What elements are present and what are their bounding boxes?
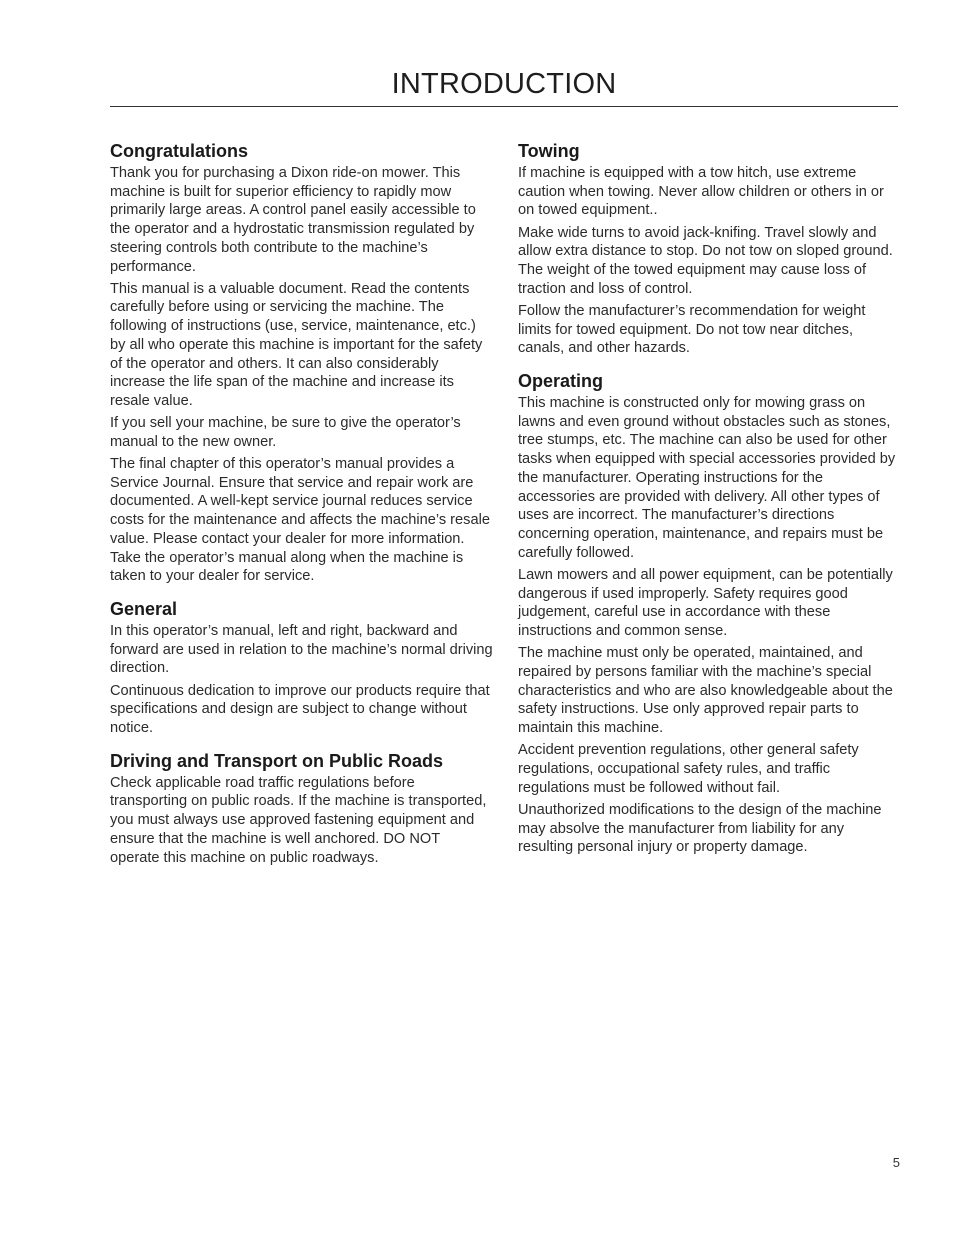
paragraph: Make wide turns to avoid jack-knifing. Travel slowly and allow extra distance to stop. Do not tow on sloped ground. The weight of the towed equipment may cause loss of traction and loss of control. (518, 224, 893, 297)
paragraph: The final chapter of this operator’s manual provides a Service Journal. Ensure that service and repair work are documented. A well-kept service journal reduces service costs for the maintenance and affects the machine’s resale value. Please contact your dealer for more information. Take the operator’s manual along when the machine is taken to your dealer for service. (110, 456, 490, 585)
left-column (110, 140, 493, 879)
paragraph: Unauthorized modifications to the design of the machine may absolve the manufacturer from liability for any resulting personal injury or property damage. (518, 801, 882, 856)
paragraph: Thank you for purchasing a Dixon ride-on mower. This machine is built for superior efficiency to rapidly mow primarily large areas. A control panel easily accessible to the operator and a hydrostatic transmission regulated by steering controls both contribute to the machine’s performance. (110, 165, 476, 275)
paragraph: Lawn mowers and all power equipment, can be potentially dangerous if used improperly. Safety requires good judgement, careful use in accordance with these instructions and common sense. (518, 566, 893, 639)
section-heading: Driving and Transport on Public Roads (110, 750, 444, 771)
paragraph: If you sell your machine, be sure to give the operator’s manual to the new owner. (110, 415, 461, 450)
paragraph: Accident prevention regulations, other general safety regulations, occupational safety rules, and traffic regulations must be followed without fail. (518, 742, 859, 796)
title-divider (110, 106, 898, 107)
section-heading: Congratulations (110, 141, 248, 161)
paragraph: Follow the manufacturer’s recommendation for weight limits for towed equipment. Do not tow near ditches, canals, and other hazards. (518, 302, 866, 357)
paragraph: In this operator’s manual, left and right, backward and forward are used in relation to the machine’s normal driving direction. (110, 622, 493, 677)
section-general (110, 598, 493, 738)
section-congratulations (110, 140, 493, 586)
section-operating (518, 370, 900, 857)
paragraph: If machine is equipped with a tow hitch, use extreme caution when towing. Never allow children or others in or on towed equipment.. (518, 165, 884, 219)
section-heading: Operating (518, 371, 604, 392)
paragraph: The machine must only be operated, maintained, and repaired by persons familiar with the machine’s special characteristics and who are also knowledgeable about the safety instructions. Use only approved repair parts to maintain this machine. (518, 645, 893, 736)
section-driving-transport (110, 750, 493, 868)
section-heading: Towing (518, 141, 580, 161)
right-column (518, 140, 900, 869)
section-heading: General (110, 598, 178, 619)
paragraph: This machine is constructed only for mowing grass on lawns and even ground without obstacles such as stones, tree stumps, etc. The machine can also be used for other tasks when equipped with special accessories provided by the manufacturer. Operating instructions for the accessories are provided with delivery. All other types of uses are incorrect. The manufacturer’s directions concerning operation, maintenance, and repairs must be carefully followed. (518, 395, 896, 561)
paragraph: Continuous dedication to improve our products require that specifications and design are subject to change without notice. (110, 682, 490, 736)
paragraph: Check applicable road traffic regulations before transporting on public roads. If the machine is transported, you must always use approved fastening equipment and ensure that the machine is well anchored. DO NOT operate this machine on public roadways. (110, 774, 487, 866)
page-title: INTRODUCTION (391, 68, 617, 100)
section-towing (518, 140, 900, 358)
page-number: 5 (892, 1155, 900, 1170)
paragraph: This manual is a valuable document. Read the contents carefully before using or servicing the machine. The following of instructions (use, service, maintenance, etc.) by all who operate this machine is important for the safety of the operator and others. It can also considerably increase the life span of the machine and increase its resale value. (110, 280, 483, 409)
